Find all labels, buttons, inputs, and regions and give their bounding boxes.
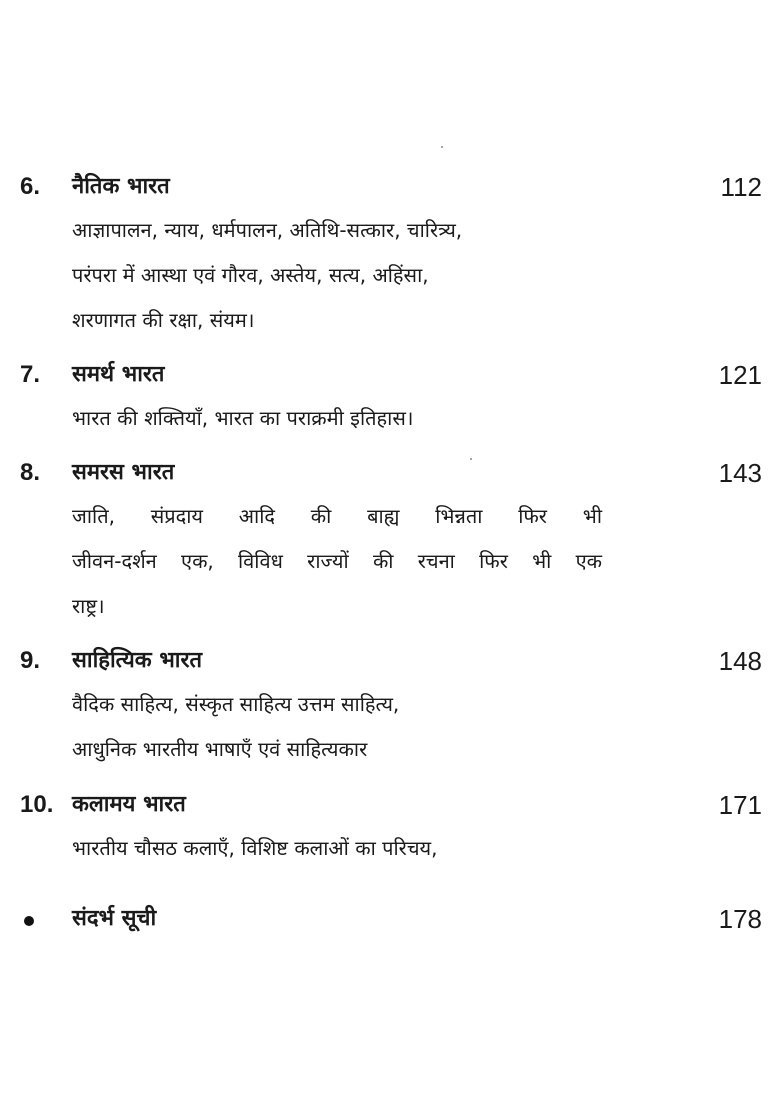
- description-line: भारतीय चौसठ कलाएँ, विशिष्ट कलाओं का परिचय,: [72, 836, 438, 860]
- chapter-page-number: 112: [720, 172, 762, 202]
- chapter-title: नैतिक भारत: [72, 174, 170, 199]
- chapter-description: [72, 826, 602, 871]
- chapter-page-number: 121: [718, 360, 762, 390]
- description-line: परंपरा में आस्था एवं गौरव, अस्तेय, सत्य, अहिंसा,: [72, 263, 429, 287]
- chapter-number: 8.: [20, 459, 41, 486]
- chapter-number: 9.: [20, 647, 41, 674]
- chapter-number: 6.: [20, 173, 41, 200]
- chapter-description: [72, 494, 602, 629]
- chapter-title: कलामय भारत: [72, 792, 186, 817]
- bibliography-page-number: 178: [718, 904, 762, 934]
- chapter-description: [72, 396, 602, 441]
- chapter-description: [72, 682, 602, 772]
- description-line: आज्ञापालन, न्याय, धर्मपालन, अतिथि-सत्कार, चारित्र्य,: [72, 218, 463, 242]
- chapter-title: समर्थ भारत: [72, 362, 165, 387]
- paper-speck: [470, 458, 472, 460]
- chapter-number: 10.: [20, 791, 54, 818]
- chapter-page-number: 143: [718, 458, 762, 488]
- chapter-number: 7.: [20, 361, 41, 388]
- description-line: राष्ट्र।: [72, 594, 105, 618]
- description-line: आधुनिक भारतीय भाषाएँ एवं साहित्यकार: [72, 737, 368, 761]
- description-line: जाति, संप्रदाय आदि की बाह्य भिन्नता फिर भी: [72, 504, 602, 528]
- chapter-description: [72, 208, 602, 343]
- chapter-title: साहित्यिक भारत: [72, 648, 203, 673]
- bullet-dot-icon: [24, 916, 34, 926]
- description-line: भारत की शक्तियाँ, भारत का पराक्रमी इतिहास।: [72, 406, 414, 430]
- chapter-page-number: 171: [718, 790, 762, 820]
- description-line: जीवन-दर्शन एक, विविध राज्यों की रचना फिर भी एक: [72, 549, 602, 573]
- chapter-page-number: 148: [718, 646, 762, 676]
- paper-speck: [441, 146, 443, 148]
- description-line: वैदिक साहित्य, संस्कृत साहित्य उत्तम साहित्य,: [72, 692, 400, 716]
- description-line: शरणागत की रक्षा, संयम।: [72, 308, 255, 332]
- chapter-title: समरस भारत: [72, 460, 175, 485]
- bibliography-title: संदर्भ सूची: [72, 906, 157, 931]
